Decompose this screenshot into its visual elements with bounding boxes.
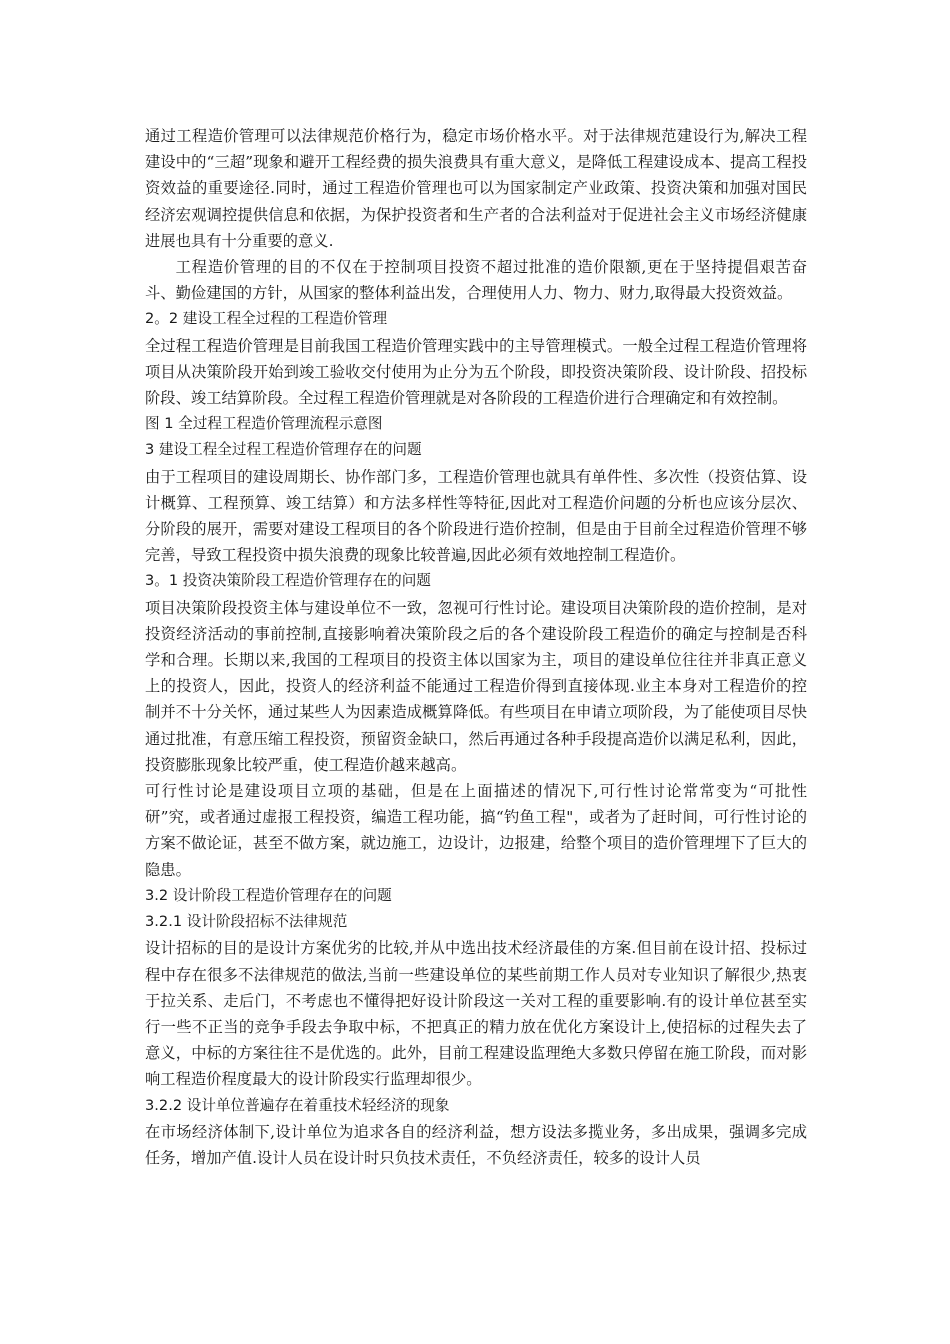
figure-caption-1: 图 1 全过程工程造价管理流程示意图 (145, 415, 383, 433)
section-heading-3-2: 3.2 设计阶段工程造价管理存在的问题 (145, 886, 392, 904)
paragraph-whole-process-management: 全过程工程造价管理是目前我国工程造价管理实践中的主导管理模式。一般全过程工程造价管理将项目从决策阶段开始到竣工验收交付使用为止分为五个阶段，即投资决策阶段、设计阶段、招投标阶段、竣工结算阶段。全过程工程造价管理就是对各阶段的工程造价进行合理确定和有效控制。 (145, 336, 807, 408)
paragraph-cost-management-purpose: 工程造价管理的目的不仅在于控制项目投资不超过批准的造价限额,更在于坚持提倡艰苦奋斗、勤俭建国的方针，从国家的整体利益出发，合理使用人力、物力、财力,取得最大投资效益。 (145, 258, 807, 303)
paragraph-design-bidding: 设计招标的目的是设计方案优劣的比较,并从中选出技术经济最佳的方案.但目前在设计招、投标过程中存在很多不法律规范的做法,当前一些建设单位的某些前期工作人员对专业知识了解很少,热衷于拉关系、走后门，不考虑也不懂得把好设计阶段这一关对工程的重要影响.有的设计单位甚至实行一些不正当的竞争手段去争取中标，不把真正的精力放在优化方案设计上,使招标的过程失去了意义，中标的方案往往不是优选的。此外，目前工程建设监理绝大多数只停留在施工阶段，而对影响工程造价程度最大的设计阶段实行监理却很少。 (145, 939, 807, 1089)
section-heading-3-2-1: 3.2.1 设计阶段招标不法律规范 (145, 913, 348, 931)
paragraph-decision-stage-problems: 项目决策阶段投资主体与建设单位不一致，忽视可行性讨论。建设项目决策阶段的造价控制，是对投资经济活动的事前控制,直接影响着决策阶段之后的各个建设阶段工程造价的确定与控制是否科学和合理。长期以来,我国的工程项目的投资主体以国家为主，项目的建设单位往往并非真正意义上的投资人，因此，投资人的经济利益不能通过工程造价得到直接体现.业主本身对工程造价的控制并不十分关怀，通过某些人为因素造成概算降低。有些项目在申请立项阶段，为了能使项目尽快通过批准，有意压缩工程投资，预留资金缺口，然后再通过各种手段提高造价以满足私利，因此，投资膨胀现象比较严重，使工程造价越来越高。 (145, 598, 807, 774)
paragraph-feasibility-study: 可行性讨论是建设项目立项的基础，但是在上面描述的情况下,可行性讨论常常变为“可批性研”究，或者通过虚报工程投资，编造工程功能，搞“钓鱼工程"，或者为了赶时间，可行性讨论的方案不做论证，甚至不做方案，就边施工，边设计，边报建，给整个项目的造价管理埋下了巨大的隐患。 (145, 782, 807, 879)
section-heading-3-1: 3。1 投资决策阶段工程造价管理存在的问题 (145, 572, 431, 590)
paragraph-problems-overview: 由于工程项目的建设周期长、协作部门多，工程造价管理也就具有单件性、多次性（投资估算、设计概算、工程预算、竣工结算）和方法多样性等特征,因此对工程造价问题的分析也应该分层次、分阶段的展开，需要对建设工程项目的各个阶段进行造价控制，但是由于目前全过程造价管理不够完善，导致工程投资中损失浪费的现象比较普遍,因此必须有效地控制工程造价。 (145, 467, 807, 565)
paragraph-design-units-economics: 在市场经济体制下,设计单位为追求各自的经济利益，想方设法多揽业务，多出成果，强调多完成任务，增加产值.设计人员在设计时只负技术责任，不负经济责任，较多的设计人员 (145, 1122, 807, 1167)
section-heading-3-2-2: 3.2.2 设计单位普遍存在着重技术轻经济的现象 (145, 1096, 450, 1114)
paragraph-cost-management-significance: 通过工程造价管理可以法律规范价格行为，稳定市场价格水平。对于法律规范建设行为,解决工程建设中的“三超”现象和避开工程经费的损失浪费具有重大意义，是降低工程建设成本、提高工程投资效益的重要途径.同时，通过工程造价管理也可以为国家制定产业政策、投资决策和加强对国民经济宏观调控提供信息和依据，为保护投资者和生产者的合法利益对于促进社会主义市场经济健康进展也具有十分重要的意义. (145, 127, 807, 250)
section-heading-2-2: 2。2 建设工程全过程的工程造价管理 (145, 310, 388, 328)
section-heading-3: 3 建设工程全过程工程造价管理存在的问题 (145, 441, 422, 459)
document-page (145, 123, 807, 1171)
